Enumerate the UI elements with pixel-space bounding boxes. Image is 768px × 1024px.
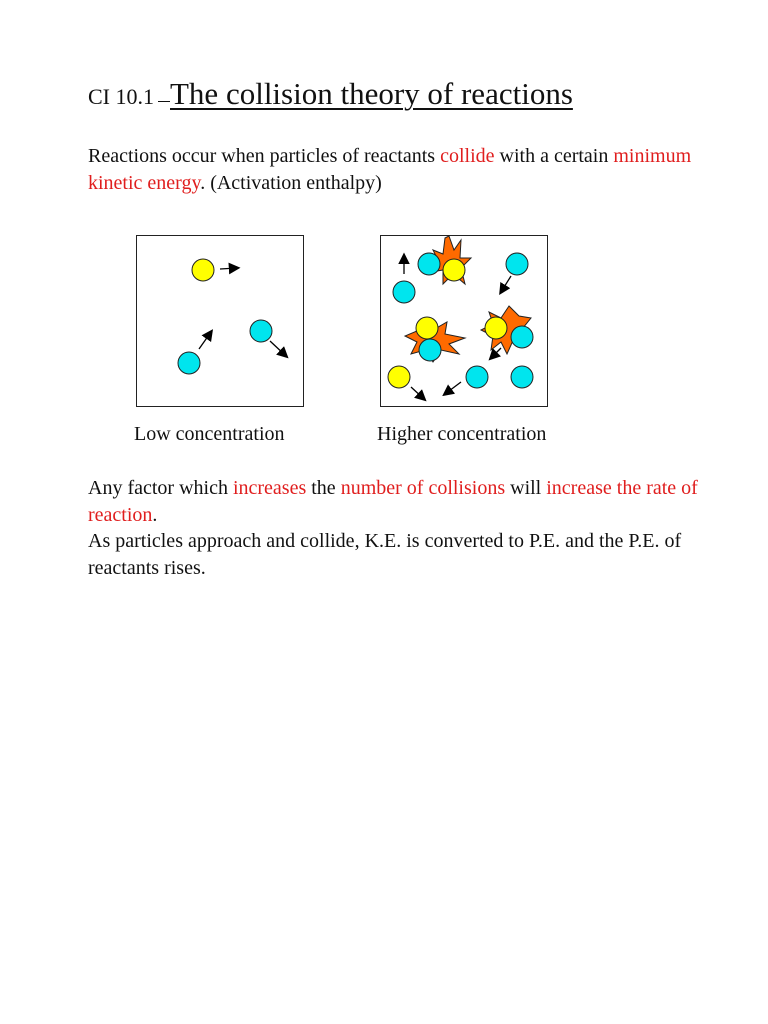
motion-arrow [445,382,461,394]
cyan-particle [466,366,488,388]
yellow-particle [443,259,465,281]
low-concentration-caption: Low concentration [134,423,285,445]
cyan-particle [418,253,440,275]
intro-text-2: with a certain [494,145,614,167]
title-underline-gap [158,101,170,102]
page-title: The collision theory of reactions [170,76,573,111]
intro-text-3: . (Activation enthalpy) [200,171,382,194]
higher-concentration-caption: Higher concentration [377,423,547,445]
cyan-particle [250,320,272,342]
heading [88,76,573,112]
motion-arrow [220,268,237,269]
motion-arrow [491,348,501,358]
motion-arrow [270,341,286,356]
higher-concentration-diagram [380,235,548,407]
factor-paragraph [88,475,728,528]
motion-arrow [501,276,511,292]
yellow-particle [388,366,410,388]
motion-arrow [411,387,424,399]
motion-arrow [199,332,211,349]
higher-concentration-particles [381,236,549,408]
intro-paragraph [88,143,728,196]
intro-highlight-energy: minimum kinetic energy [88,145,692,194]
cyan-particle [178,352,200,374]
factor-text-2: the [306,477,341,499]
low-concentration-particles [137,236,305,408]
factor-text-4: . [152,503,158,526]
low-concentration-diagram [136,235,304,407]
section-code: CI 10.1 [88,84,154,109]
intro-text-1: Reactions occur when particles of reactants [88,145,441,167]
energy-paragraph: As particles approach and collide, K.E. is converted to P.E. and the P.E. of reactants rises. [88,530,682,579]
factor-text-1: Any factor which [88,477,233,499]
cyan-particle [506,253,528,275]
intro-highlight-collide: collide [440,145,495,167]
factor-highlight-rate: increase the rate of reaction [88,477,698,526]
factor-highlight-increases: increases [232,477,307,499]
factor-highlight-collisions: number of collisions [340,477,506,499]
cyan-particle [511,326,533,348]
yellow-particle [192,259,214,281]
cyan-particle [419,339,441,361]
cyan-particle [393,281,415,303]
factor-text-3: will [505,477,547,499]
yellow-particle [485,317,507,339]
yellow-particle [416,317,438,339]
cyan-particle [511,366,533,388]
